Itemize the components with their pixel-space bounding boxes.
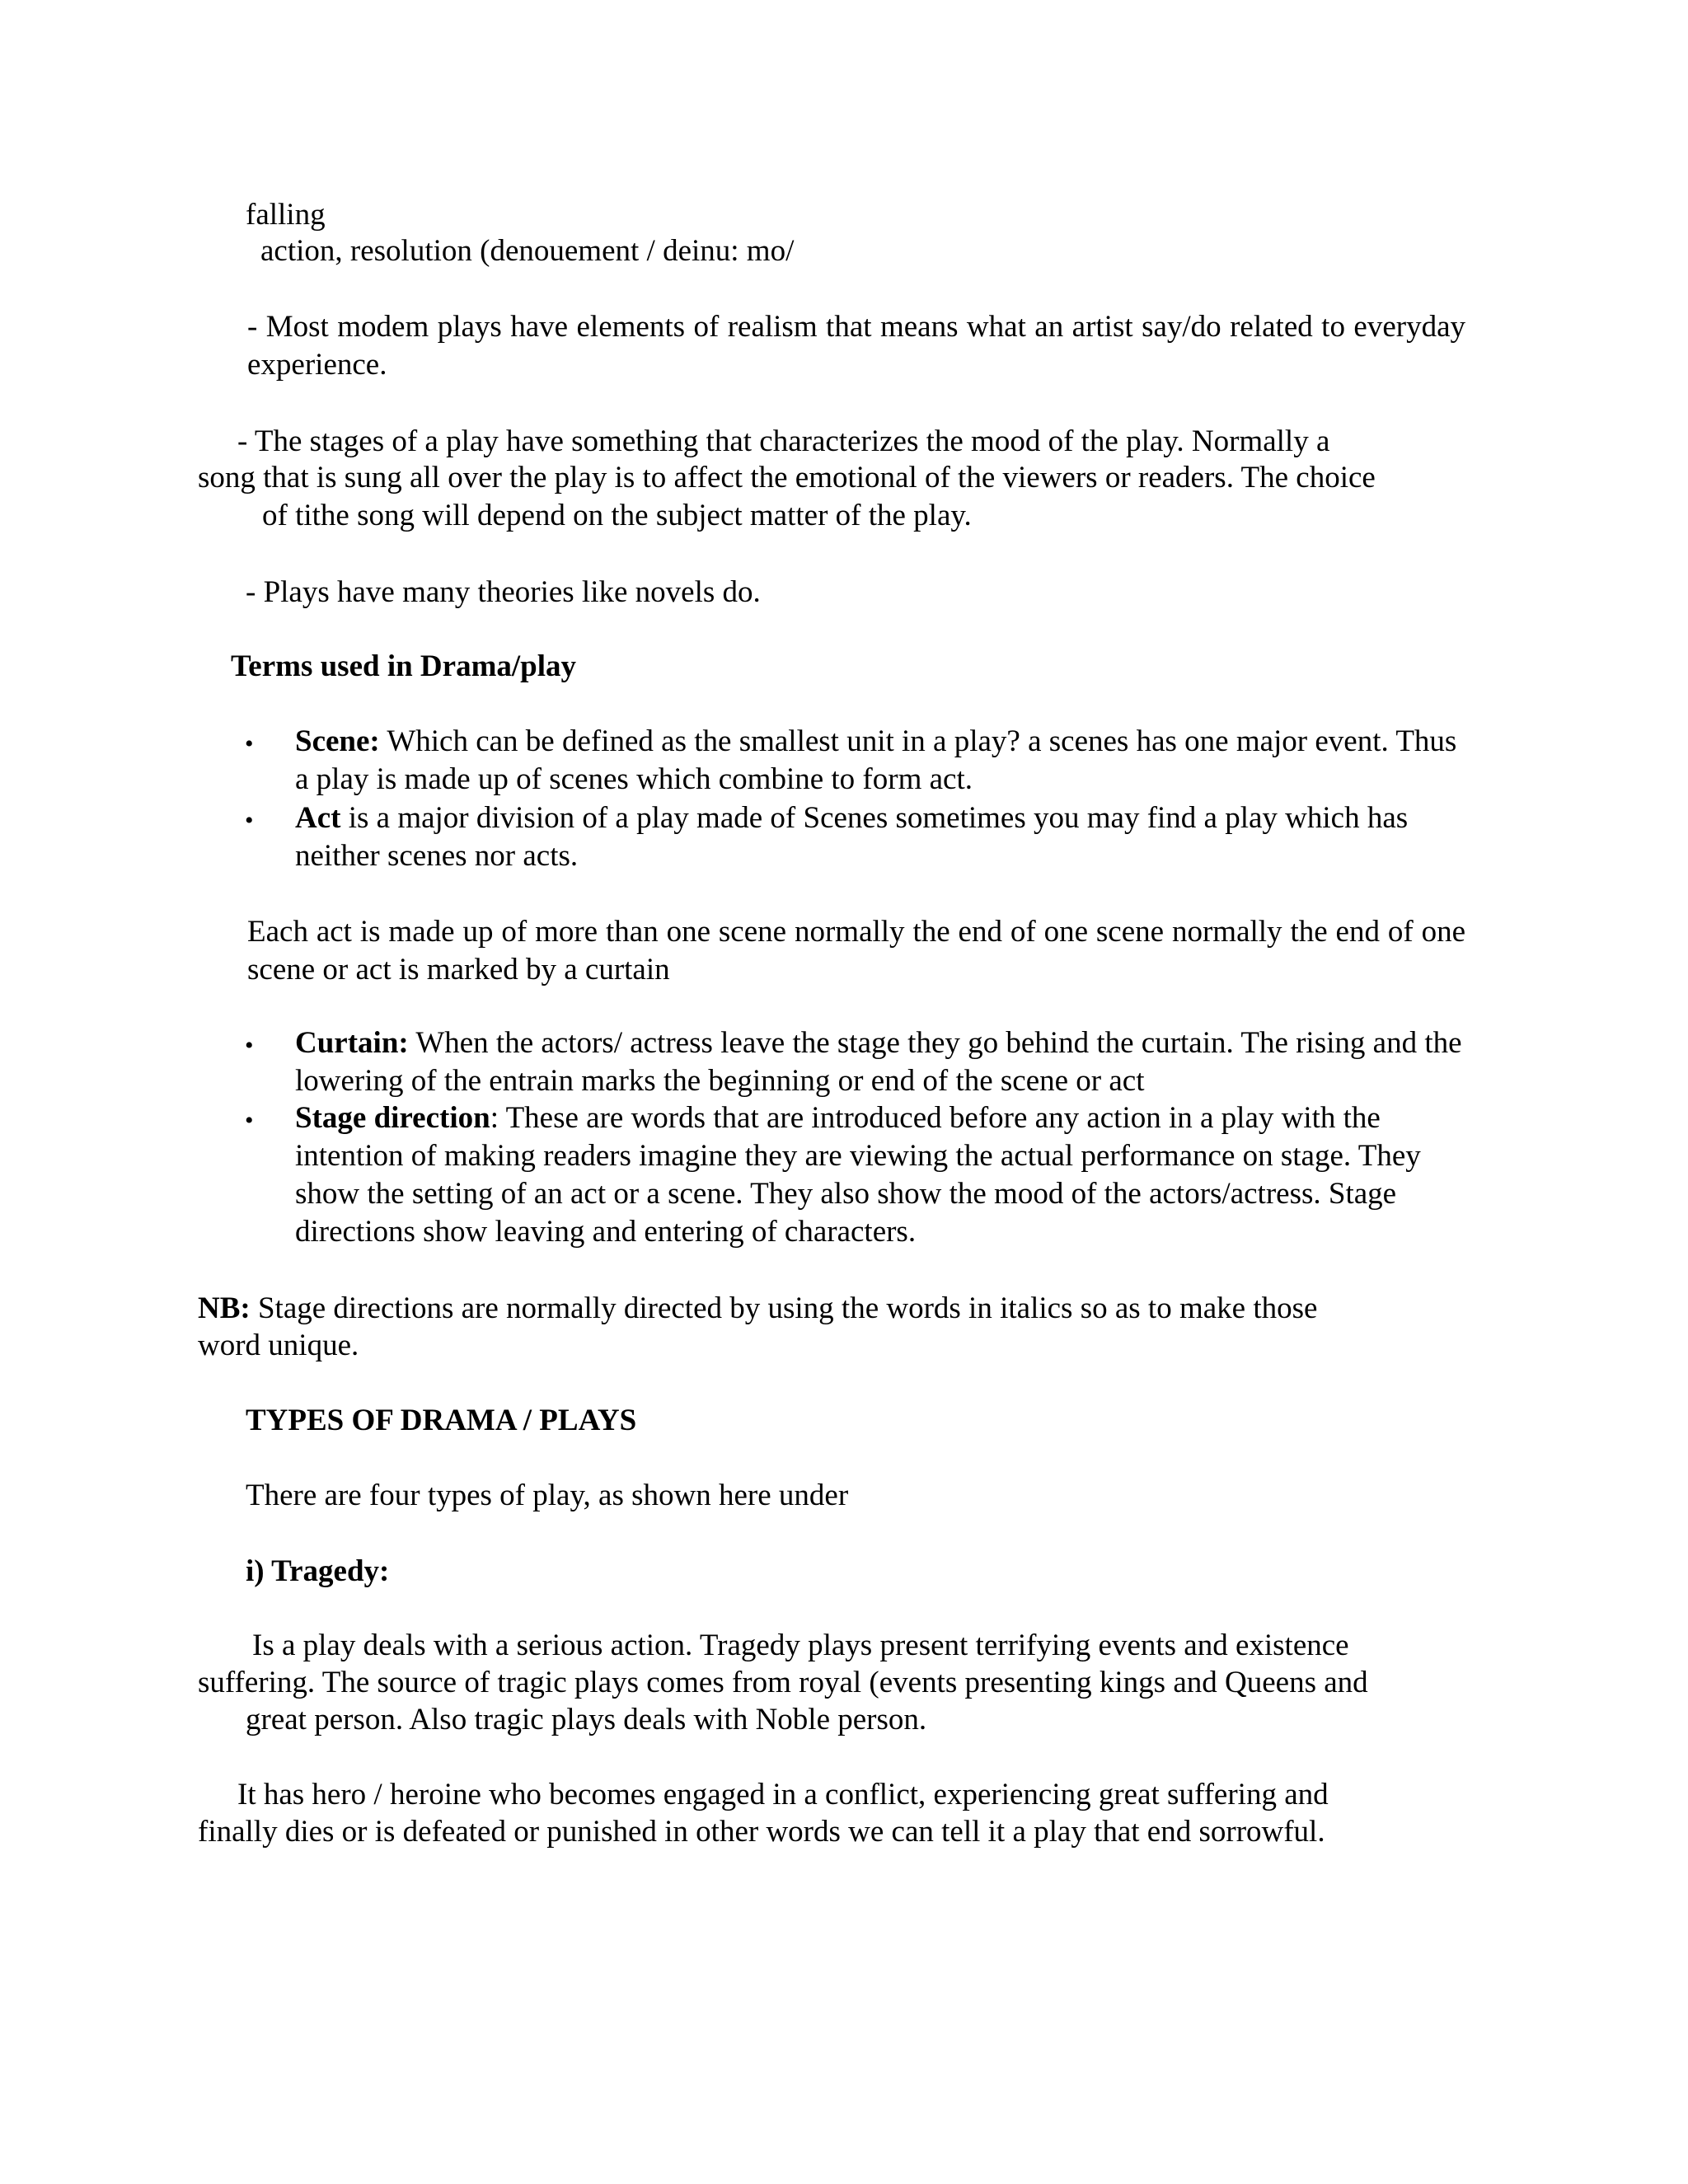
term-definition: Which can be defined as the smallest unit in a play? a scenes has one major event. Thus a play is made up of scenes which combine to form act.	[295, 724, 1457, 796]
bullet-marker: •	[245, 1107, 254, 1134]
terms-heading: Terms used in Drama/play	[231, 649, 577, 683]
term-label: Curtain:	[295, 1026, 409, 1060]
term-definition: : These are words that are introduced before any action in a play with the intention of making readers imagine they are viewing the actual performance on stage. They show the setting of an act or a scene. They also show the mood of the actors/actress. Stage directions show leaving and entering of characters.	[295, 1101, 1421, 1249]
text-action-resolution: action, resolution (denouement / deinu: mo/	[260, 234, 795, 268]
tragedy-p1-line-2: suffering. The source of tragic plays comes from royal (events presenting kings and Queens and	[198, 1666, 1368, 1699]
bullet-marker: •	[245, 730, 254, 757]
types-intro: There are four types of play, as shown here under	[246, 1479, 849, 1512]
tragedy-p2-line-1: It has hero / heroine who becomes engaged in a conflict, experiencing great suffering and	[237, 1778, 1329, 1811]
stages-line-3: of tithe song will depend on the subject matter of the play.	[262, 499, 972, 532]
term-stage-direction	[295, 1099, 1474, 1251]
text-falling: falling	[246, 198, 326, 232]
term-label: Stage direction	[295, 1101, 490, 1135]
term-definition: is a major division of a play made of Scenes sometimes you may find a play which has neither scenes nor acts.	[295, 801, 1409, 873]
tragedy-heading: i) Tragedy:	[246, 1554, 390, 1588]
types-heading: TYPES OF DRAMA / PLAYS	[246, 1404, 637, 1437]
nb-label: NB:	[198, 1291, 251, 1325]
tragedy-p1-line-1: Is a play deals with a serious action. Tragedy plays present terrifying events and existence	[252, 1629, 1349, 1662]
term-scene	[295, 723, 1474, 799]
paragraph-each-act: Each act is made up of more than one scene normally the end of one scene normally the end of one scene or act is marked by a curtain	[247, 915, 1465, 987]
bullet-marker: •	[245, 1032, 254, 1059]
tragedy-p2-line-2: finally dies or is defeated or punished in other words we can tell it a play that end sorrowful.	[198, 1815, 1325, 1849]
term-definition: When the actors/ actress leave the stage they go behind the curtain. The rising and the lowering of the entrain marks the beginning or end of the scene or act	[295, 1026, 1462, 1098]
term-label: Act	[295, 801, 341, 835]
paragraph-realism: - Most modem plays have elements of realism that means what an artist say/do related to everyday experience.	[247, 310, 1465, 382]
term-act	[295, 799, 1474, 875]
tragedy-p1-line-3: great person. Also tragic plays deals with Noble person.	[246, 1703, 927, 1736]
nb-line-2: word unique.	[198, 1329, 359, 1362]
term-label: Scene:	[295, 724, 380, 758]
stages-line-2: song that is sung all over the play is to affect the emotional of the viewers or readers. The choice	[198, 461, 1376, 494]
nb-line-1: NB: Stage directions are normally directed by using the words in italics so as to make those	[198, 1291, 1318, 1325]
paragraph-theories: - Plays have many theories like novels do.	[246, 575, 761, 609]
bullet-marker: •	[245, 807, 254, 834]
stages-line-1: - The stages of a play have something that characterizes the mood of the play. Normally a	[237, 424, 1330, 458]
term-curtain	[295, 1024, 1474, 1100]
